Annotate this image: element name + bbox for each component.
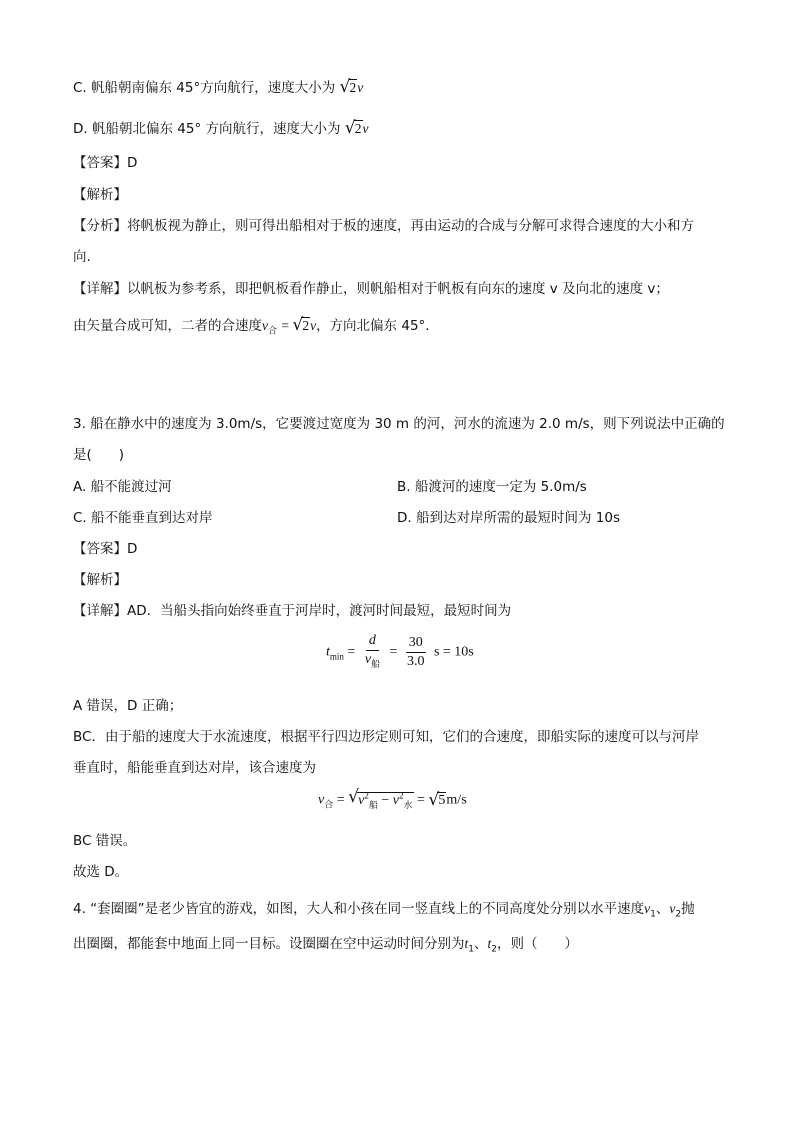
q3-bc-line1: BC．由于船的速度大于水流速度，根据平行四边形定则可知，它们的合速度，即船实际的速度可以与河岸 xyxy=(73,729,699,745)
q3-option-c: C. 船不能垂直到达对岸 xyxy=(73,510,213,526)
q3-stem-line1: 3. 船在静水中的速度为 3.0m/s，它要渡过宽度为 30 m 的河，河水的流速为 2.0 m/s，则下列说法中正确的 xyxy=(73,416,725,432)
q3-option-a: A. 船不能渡过河 xyxy=(73,479,172,495)
fraction: $\frac{d}{v_船}$ xyxy=(364,633,381,669)
q3-bc-conclusion: BC 错误。 xyxy=(73,833,137,849)
q4-stem-line1: 4. “套圈圈”是老少皆宜的游戏，如图，大人和小孩在同一竖直线上的不同高度处分别以水平速度$v_1$、$v_2$抛 xyxy=(73,901,695,920)
q2-detail-line2: 由矢量合成可知，二者的合速度$v_合$ = √ 2v，方向北偏东 45°． xyxy=(73,314,439,337)
q2-option-d: D. 帆船朝北偏东 45° 方向航行，速度大小为 √ 2v xyxy=(73,117,369,137)
q3-choice: 故选 D。 xyxy=(73,864,129,880)
q3-analysis-label: 【解析】 xyxy=(73,572,127,588)
sqrt-expression: √ 2 xyxy=(345,121,363,137)
sqrt-expression: √ 2 xyxy=(340,80,358,96)
q2-detail-line1: 【详解】以帆板为参考系，即把帆板看作静止，则帆船相对于帆板有向东的速度 v 及向北的速度 v； xyxy=(73,281,669,297)
q3-option-d: D. 船到达对岸所需的最短时间为 10s xyxy=(397,510,620,526)
q3-detail-ad: 【详解】AD．当船头指向始终垂直于河岸时，渡河时间最短，最短时间为 xyxy=(73,603,512,619)
fraction: $\frac{30}{3.0}$ xyxy=(406,634,425,669)
q3-bc-line2: 垂直时，船能垂直到达对岸，该合速度为 xyxy=(73,760,316,776)
q3-option-b: B. 船渡河的速度一定为 5.0m/s xyxy=(397,479,587,495)
q2-option-c: C. 帆船朝南偏东 45°方向航行，速度大小为 √ 2v xyxy=(73,76,363,96)
sqrt-expression: √ $v^2_船 - v^2_水$ xyxy=(348,790,413,810)
q2-analysis-line2: 向. xyxy=(73,249,91,265)
sqrt-expression: √ 2 xyxy=(292,318,310,334)
q4-stem-line2: 出圈圈，都能套中地面上同一目标。设圈圈在空中运动时间分别为$t_1$、$t_2$，则（ ） xyxy=(73,936,578,955)
q2-answer: 【答案】D xyxy=(73,155,138,171)
q3-stem-line2: 是( ) xyxy=(73,447,125,463)
q2-analysis-label: 【解析】 xyxy=(73,187,127,203)
equation-min-time: $t_{min}$ = $\frac{d}{v_船}$ = $\frac{30}{3.0}$ s = 10s xyxy=(326,632,474,673)
q2-analysis-line1: 【分析】将帆板视为静止，则可得出船相对于板的速度，再由运动的合成与分解可求得合速度的大小和方 xyxy=(73,218,694,234)
sqrt-expression: √ 5 xyxy=(428,793,446,809)
equation-resultant-speed: $v_合$ = √ $v^2_船 - v^2_水$ = √ 5m/s xyxy=(318,790,467,810)
q3-ad-conclusion: A 错误，D 正确； xyxy=(73,698,183,714)
q3-answer: 【答案】D xyxy=(73,541,138,557)
